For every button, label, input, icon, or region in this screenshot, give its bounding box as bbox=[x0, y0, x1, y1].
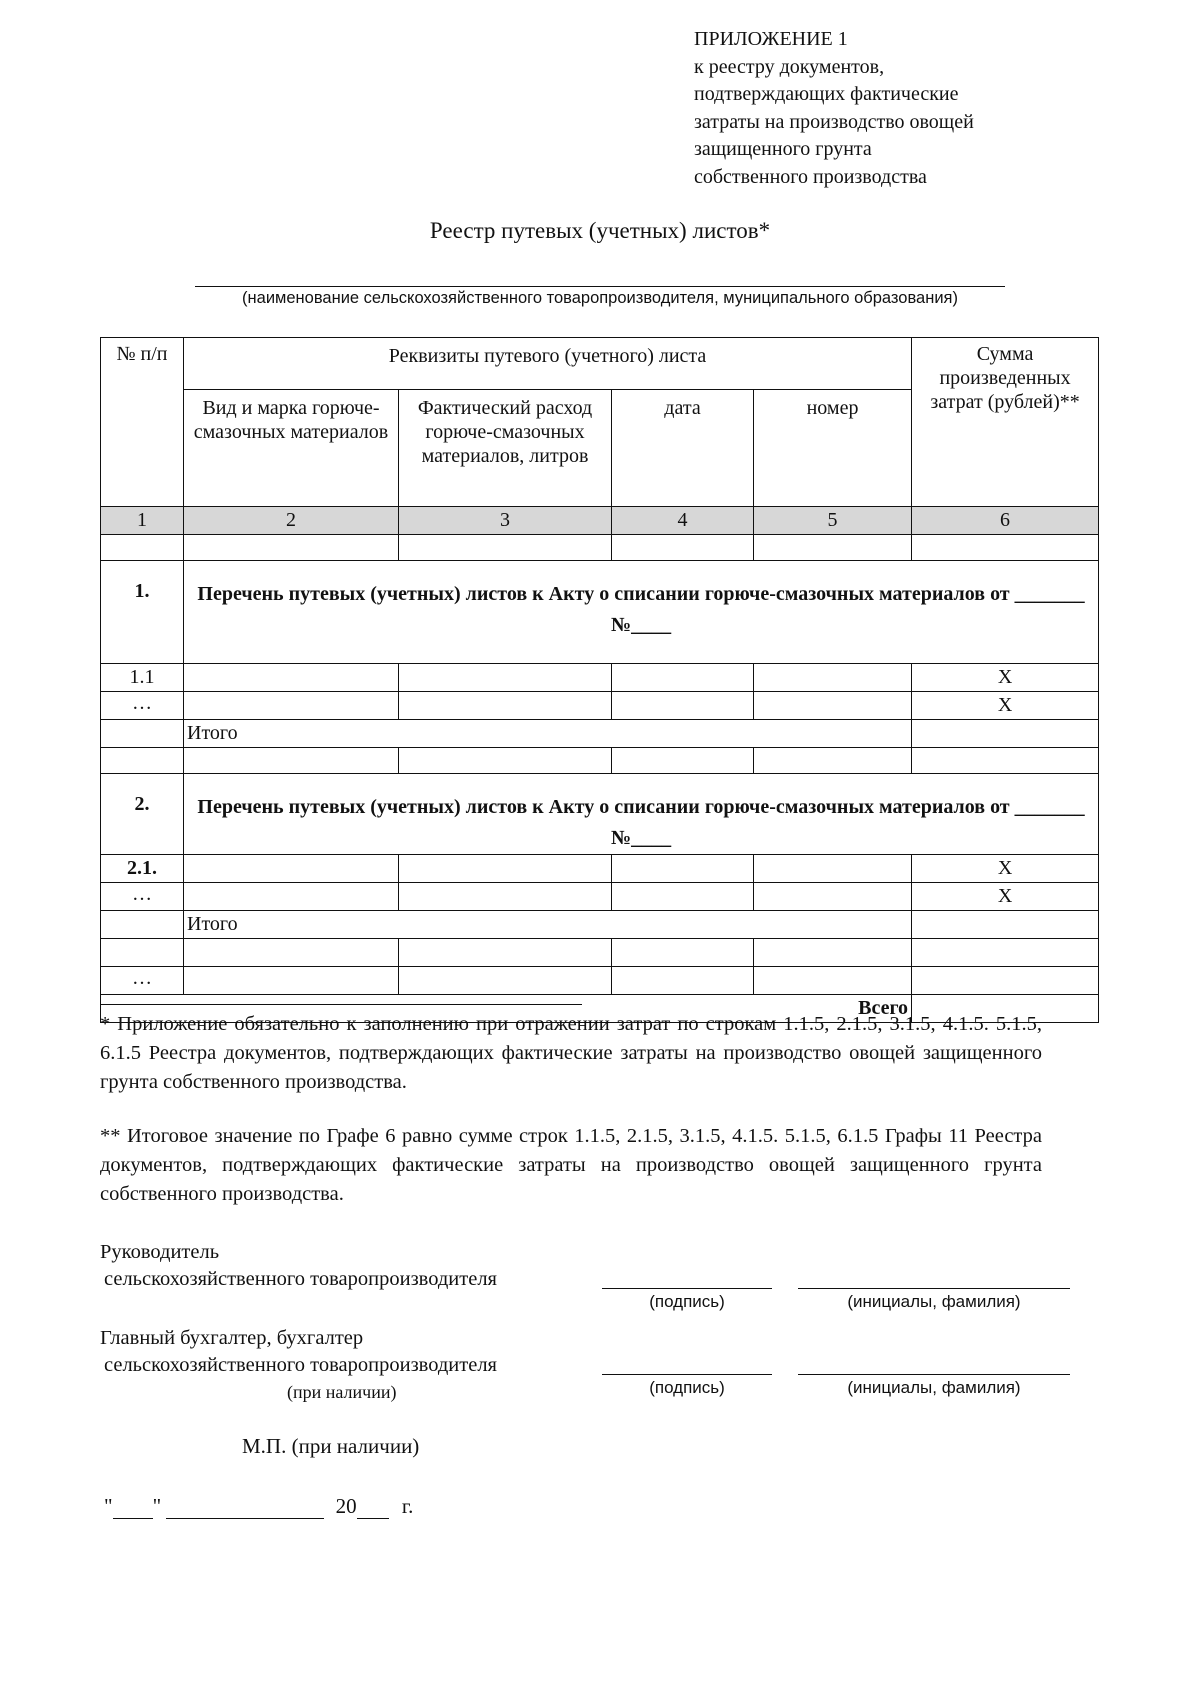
column-number: 3 bbox=[399, 507, 612, 535]
column-number: 2 bbox=[184, 507, 399, 535]
table-cell bbox=[184, 748, 399, 774]
table-row bbox=[101, 939, 1099, 967]
month-blank bbox=[166, 1496, 324, 1519]
table-cell bbox=[612, 692, 754, 720]
producer-name-line bbox=[195, 286, 1005, 287]
registry-table bbox=[100, 337, 1099, 1023]
seal-place-label: М.П. (при наличии) bbox=[242, 1434, 420, 1458]
table-cell bbox=[754, 883, 912, 911]
accountant-name-caption: (инициалы, фамилия) bbox=[847, 1378, 1021, 1397]
section-2-title: Перечень путевых (учетных) листов к Акту о списании горюче-смазочных материалов от _______ №____ bbox=[184, 774, 1099, 855]
table-cell bbox=[184, 883, 399, 911]
head-signature-caption: (подпись) bbox=[649, 1292, 725, 1311]
table-cell bbox=[912, 911, 1099, 939]
table-cell bbox=[399, 748, 612, 774]
table-cell bbox=[754, 748, 912, 774]
table-cell bbox=[399, 939, 612, 967]
accountant-title-line1: Главный бухгалтер, бухгалтер bbox=[100, 1327, 364, 1349]
table-cell bbox=[612, 748, 754, 774]
header-col-sum: Сумма произведенных затрат (рублей)** bbox=[912, 338, 1099, 507]
head-name-line bbox=[798, 1288, 1070, 1289]
table-cell bbox=[184, 535, 399, 561]
not-applicable-mark: X bbox=[912, 855, 1099, 883]
table-cell bbox=[912, 720, 1099, 748]
table-row bbox=[101, 664, 1099, 692]
table-row bbox=[101, 692, 1099, 720]
accountant-note: (при наличии) bbox=[287, 1382, 397, 1402]
table-cell bbox=[184, 855, 399, 883]
table-cell bbox=[754, 855, 912, 883]
column-number: 1 bbox=[101, 507, 184, 535]
year-blank bbox=[357, 1496, 389, 1519]
table-row bbox=[101, 535, 1099, 561]
accountant-signature-line bbox=[602, 1374, 772, 1375]
appendix-line-6: собственного производства bbox=[694, 165, 927, 188]
section-1-header-row bbox=[101, 561, 1099, 664]
appendix-line-1: ПРИЛОЖЕНИЕ 1 bbox=[694, 28, 848, 50]
table-cell bbox=[754, 692, 912, 720]
accountant-signature-caption: (подпись) bbox=[649, 1378, 725, 1397]
producer-name-caption: (наименование сельскохозяйственного товаропроизводителя, муниципального образования) bbox=[242, 289, 958, 307]
table-cell bbox=[101, 911, 184, 939]
section-1-subtotal-row bbox=[101, 720, 1099, 748]
section-1-subtotal-label: Итого bbox=[184, 720, 912, 748]
date-close-quote: " bbox=[152, 1494, 162, 1518]
section-1-number: 1. bbox=[101, 561, 184, 664]
table-cell bbox=[399, 883, 612, 911]
grand-total-label: Всего bbox=[101, 995, 912, 1023]
table-cell bbox=[754, 967, 912, 995]
year-century: 20 bbox=[335, 1494, 357, 1518]
table-cell bbox=[399, 967, 612, 995]
table-cell bbox=[912, 967, 1099, 995]
head-title-line2: сельскохозяйственного товаропроизводителя bbox=[104, 1268, 497, 1290]
table-row bbox=[101, 883, 1099, 911]
not-applicable-mark: X bbox=[912, 692, 1099, 720]
table-cell bbox=[612, 535, 754, 561]
row-number: … bbox=[101, 967, 184, 995]
header-col-date: дата bbox=[612, 390, 754, 507]
header-group-requisites: Реквизиты путевого (учетного) листа bbox=[184, 338, 912, 390]
table-cell bbox=[101, 748, 184, 774]
section-2-number: 2. bbox=[101, 774, 184, 855]
appendix-line-5: защищенного грунта bbox=[694, 138, 872, 160]
table-cell bbox=[399, 855, 612, 883]
appendix-line-4: затраты на производство овощей bbox=[694, 110, 974, 133]
not-applicable-mark: X bbox=[912, 883, 1099, 911]
date-open-quote: " bbox=[104, 1494, 113, 1518]
document-title: Реестр путевых (учетных) листов* bbox=[429, 218, 771, 243]
table-cell bbox=[101, 720, 184, 748]
day-blank bbox=[113, 1496, 153, 1519]
section-2-header-row bbox=[101, 774, 1099, 855]
header-col-fuel-type: Вид и марка горюче-смазочных материалов bbox=[184, 390, 399, 507]
table-cell bbox=[184, 939, 399, 967]
table-cell bbox=[399, 535, 612, 561]
header-col-no: № п/п bbox=[101, 338, 184, 507]
footnote-2: ** Итоговое значение по Графе 6 равно сумме строк 1.1.5, 2.1.5, 3.1.5, 4.1.5. 5.1.5, 6.1.5 Графы 11 Реестра документов, подтверждающих фактические затраты на производство овощей защищенного грунта собственного производства. bbox=[100, 1125, 1042, 1205]
year-suffix: г. bbox=[401, 1494, 414, 1518]
table-cell bbox=[612, 939, 754, 967]
table-cell bbox=[399, 664, 612, 692]
not-applicable-mark: X bbox=[912, 664, 1099, 692]
head-signature-line bbox=[602, 1288, 772, 1289]
column-number: 4 bbox=[612, 507, 754, 535]
accountant-name-line bbox=[798, 1374, 1070, 1375]
table-cell bbox=[101, 535, 184, 561]
table-cell bbox=[612, 967, 754, 995]
table-cell bbox=[754, 535, 912, 561]
appendix-line-2: к реестру документов, bbox=[694, 55, 885, 78]
row-number: 1.1 bbox=[101, 664, 184, 692]
row-number: … bbox=[101, 883, 184, 911]
table-cell bbox=[754, 664, 912, 692]
table-row bbox=[101, 967, 1099, 995]
section-2-subtotal-row bbox=[101, 911, 1099, 939]
column-number: 6 bbox=[912, 507, 1099, 535]
footnote-divider bbox=[100, 1004, 582, 1005]
header-col-number: номер bbox=[754, 390, 912, 507]
section-2-subtotal-label: Итого bbox=[184, 911, 912, 939]
head-name-caption: (инициалы, фамилия) bbox=[847, 1292, 1021, 1311]
table-row bbox=[101, 748, 1099, 774]
accountant-title-line2: сельскохозяйственного товаропроизводителя bbox=[104, 1354, 497, 1376]
appendix-header bbox=[694, 26, 1114, 191]
table-cell bbox=[184, 967, 399, 995]
table-cell bbox=[399, 692, 612, 720]
column-numbers-row bbox=[101, 507, 1099, 535]
table-cell bbox=[612, 664, 754, 692]
table-cell bbox=[754, 939, 912, 967]
table-cell bbox=[912, 939, 1099, 967]
date-line bbox=[104, 1494, 413, 1519]
header-col-fuel-volume: Фактический расход горюче-смазочных материалов, литров bbox=[399, 390, 612, 507]
table-cell bbox=[101, 939, 184, 967]
table-cell bbox=[912, 748, 1099, 774]
appendix-line-3: подтверждающих фактические bbox=[694, 83, 959, 105]
table-cell bbox=[612, 883, 754, 911]
table-cell bbox=[184, 664, 399, 692]
table-cell bbox=[912, 535, 1099, 561]
table-cell bbox=[612, 855, 754, 883]
table-row bbox=[101, 855, 1099, 883]
section-1-title: Перечень путевых (учетных) листов к Акту о списании горюче-смазочных материалов от _______ №____ bbox=[184, 561, 1099, 664]
head-title-line1: Руководитель bbox=[100, 1241, 220, 1263]
row-number: 2.1. bbox=[101, 855, 184, 883]
table-cell bbox=[184, 692, 399, 720]
row-number: … bbox=[101, 692, 184, 720]
column-number: 5 bbox=[754, 507, 912, 535]
footnote-1: * Приложение обязательно к заполнению при отражении затрат по строкам 1.1.5, 2.1.5, 3.1.5, 4.1.5. 5.1.5, 6.1.5 Реестра документов, подтверждающих фактические затраты на производство овощей защищенного грунта собственного производства. bbox=[100, 1013, 1042, 1093]
